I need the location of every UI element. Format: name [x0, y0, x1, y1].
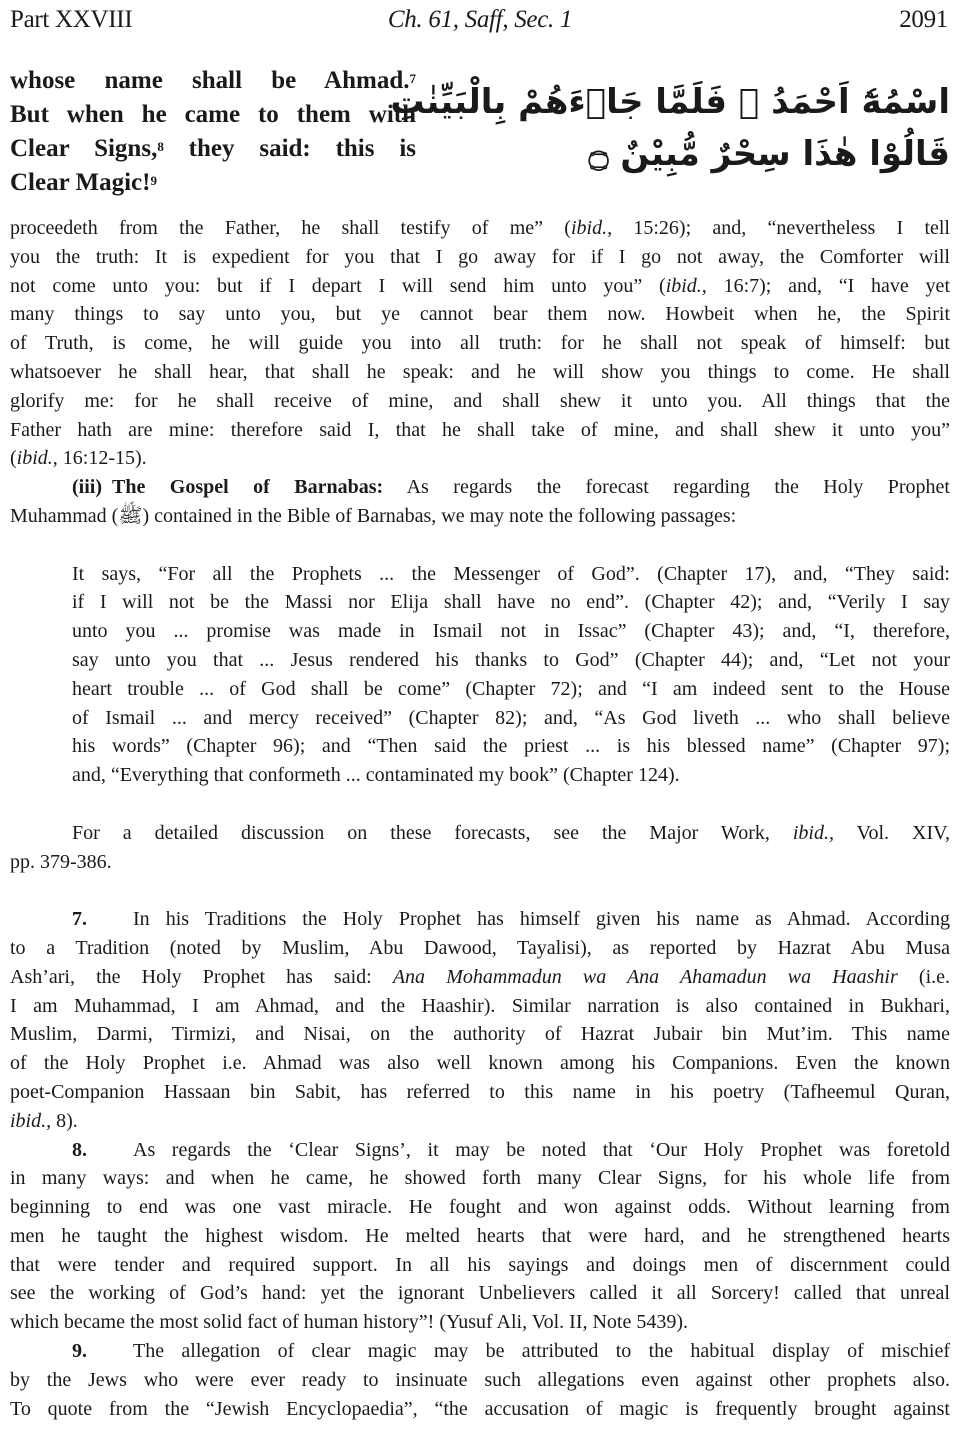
italic-text: ibid., — [792, 821, 834, 844]
text-line — [72, 704, 950, 733]
line-text: I am Muhammad, I am Ahmad, and the Haashir). Similar narration is also contained in Bukhari, — [10, 994, 950, 1017]
text-line — [10, 819, 950, 848]
text-line — [72, 617, 950, 646]
italic-text: ibid., — [665, 274, 707, 297]
line-text: ( — [10, 447, 17, 470]
text-line — [10, 1308, 950, 1337]
line-text: men he taught the highest wisdom. He melted hearts that were hard, and he strengthened hearts — [10, 1224, 950, 1247]
line-text: of the Holy Prophet i.e. Ahmad was also well known among his Companions. Even the known — [10, 1052, 950, 1075]
text-line — [72, 761, 950, 790]
line-text: unto you ... promise was made in Ismail not in Issac” (Chapter 43); and, “I, therefore, — [72, 620, 950, 643]
paragraph — [10, 473, 950, 531]
line-text: 8). — [51, 1109, 78, 1132]
footnote-marker: 7 — [409, 71, 416, 86]
text-line — [72, 588, 950, 617]
line-text: his words” (Chapter 96); and “Then said the priest ... is his blessed name” (Chapter 97); — [72, 735, 950, 758]
text-line — [10, 1049, 950, 1078]
text-line — [10, 1164, 950, 1193]
page-number: 2091 — [899, 6, 948, 33]
line-text: poet-Companion Hassaan bin Sabit, has referred to this name in his poetry (Tafheemul Quran, — [10, 1080, 950, 1103]
text-line — [10, 963, 950, 992]
verse-text: Clear Signs, — [10, 135, 158, 162]
text-line — [10, 1366, 950, 1395]
verse-line — [10, 64, 416, 98]
verse-text: they said: this is — [163, 135, 416, 162]
line-text: Father hath are mine: therefore said I, that he shall take of mine, and shall shew it unto you” — [10, 418, 950, 441]
text-line — [10, 1136, 950, 1165]
line-text: which became the most solid fact of human history”! (Yusuf Ali, Vol. II, Note 5439). — [10, 1311, 689, 1334]
line-text: (i.e. — [897, 965, 951, 988]
text-line — [72, 560, 950, 589]
line-text: heart trouble ... of God shall be come” (Chapter 72); and “I am indeed sent to the House — [72, 677, 950, 700]
line-text: As regards the forecast regarding the Holy Prophet — [383, 476, 950, 499]
line-text: in many ways: and when he came, he showed forth many Clear Signs, for his whole life from — [10, 1167, 950, 1190]
line-text: Muhammad (ﷺ) contained in the Bible of Barnabas, we may note the following passages: — [10, 504, 737, 527]
line-text: pp. 379-386. — [10, 850, 112, 873]
footnote-number: 8. — [72, 1138, 87, 1161]
arabic-line: اسْمُهٗٓ اَحْمَدُ ۭ فَلَمَّا جَاۗءَهُمْ بِالْبَيِّنٰتِ — [390, 82, 950, 122]
italic-text: Ana Mohammadun wa Ana Ahamadun wa Haashir — [392, 965, 898, 988]
footnote — [10, 1337, 950, 1423]
text-line — [10, 1251, 950, 1280]
italic-text: ibid., — [16, 447, 58, 470]
italic-text: ibid., — [570, 217, 613, 239]
text-line — [10, 1222, 950, 1251]
text-line — [10, 1279, 950, 1308]
verse-line — [10, 166, 416, 200]
line-text: 15:26); and, “nevertheless I tell — [612, 217, 950, 239]
line-text: glorify me: for he shall receive of mine, and shall shew it unto you. All things that the — [10, 389, 950, 412]
text-line — [10, 416, 950, 445]
running-header-chapter: Ch. 61, Saff, Sec. 1 — [387, 6, 573, 33]
text-line — [10, 243, 950, 272]
text-line — [10, 300, 950, 329]
line-text: that were tender and required support. In all his sayings and doings men of discernment could — [10, 1253, 950, 1276]
footnote — [10, 1136, 950, 1338]
verse-text: But when he came to them with — [10, 101, 416, 128]
line-text: 16:7); and, “I have yet — [706, 274, 950, 297]
text-line — [10, 214, 950, 243]
verse-arabic — [390, 76, 950, 180]
footnote-number: 7. — [72, 908, 87, 931]
line-text: whatsoever he shall hear, that shall he speak: and he will show you things to come. He shall — [10, 360, 950, 383]
section-label: (iii) — [72, 476, 102, 499]
line-text: many things to say unto you, but ye cannot bear them now. Howbeit when he, the Spirit — [10, 303, 950, 326]
verse-text: whose name shall be Ahmad. — [10, 67, 410, 94]
text-line — [10, 387, 950, 416]
line-text: to a Tradition (noted by Muslim, Abu Dawood, Tayalisi), as reported by Hazrat Abu Musa — [10, 936, 950, 959]
line-text: As regards the ‘Clear Signs’, it may be noted that ‘Our Holy Prophet was foretold — [133, 1138, 950, 1161]
text-line — [10, 1020, 950, 1049]
text-line — [10, 1395, 950, 1424]
footnote-marker: 9 — [150, 173, 157, 188]
text-line — [10, 848, 950, 877]
line-text: In his Traditions the Holy Prophet has himself given his name as Ahmad. According — [133, 908, 950, 931]
text-line — [10, 1107, 950, 1136]
line-text: if I will not be the Massi nor Elija shall have no end”. (Chapter 42); and, “Verily I say — [72, 591, 950, 614]
paragraph — [10, 214, 950, 473]
footnote-number: 9. — [72, 1340, 87, 1363]
line-text: The allegation of clear magic may be attributed to the habitual display of mischief — [133, 1340, 950, 1363]
line-text: beginning to end was one vast miracle. He fought and won against odds. Without learning from — [10, 1196, 950, 1219]
verse-line — [10, 132, 416, 166]
commentary-body — [10, 214, 950, 1423]
arabic-line: قَالُوْا هٰذَا سِحْرٌ مُّبِيْنٌ ۝ — [588, 134, 950, 174]
line-text: Vol. XIV, — [833, 821, 951, 844]
footnote — [10, 905, 950, 1135]
text-line — [10, 329, 950, 358]
line-text: and, “Everything that conformeth ... contaminated my book” (Chapter 124). — [72, 764, 680, 787]
line-text: of Truth, is come, he will guide you into all truth: for he shall not speak of himself: but — [10, 332, 950, 355]
verse-text: Clear Magic! — [10, 169, 151, 196]
line-text: To quote from the “Jewish Encyclopaedia”, “the accusation of magic is frequently brought against — [10, 1397, 950, 1420]
line-text: Ash’ari, the Holy Prophet has said: — [10, 965, 393, 988]
running-header-part: Part XXVIII — [10, 6, 133, 33]
text-line — [10, 358, 950, 387]
verse-line — [10, 98, 416, 132]
footnote-marker: 8 — [157, 139, 164, 154]
line-text: by the Jews who were ever ready to insinuate such allegations even against other prophets also. — [10, 1368, 950, 1391]
line-text: Muslim, Darmi, Tirmizi, and Nisai, on the authority of Hazrat Jubair bin Mut’im. This name — [10, 1023, 950, 1046]
block-quote — [72, 560, 950, 790]
text-line — [72, 646, 950, 675]
text-line — [72, 675, 950, 704]
text-line — [10, 272, 950, 301]
text-line — [10, 1078, 950, 1107]
text-line — [10, 444, 950, 473]
verse-translation — [10, 64, 416, 200]
text-line — [10, 473, 950, 502]
line-text: you the truth: It is expedient for you that I go away for if I go not away, the Comforter will — [10, 245, 950, 268]
text-line — [10, 934, 950, 963]
line-text: say unto you that ... Jesus rendered his thanks to God” (Chapter 44); and, “Let not your — [72, 648, 950, 671]
italic-text: ibid., — [10, 1109, 52, 1132]
line-text: 16:12-15). — [57, 447, 147, 470]
text-line — [10, 992, 950, 1021]
bold-text: The Gospel of Barnabas: — [112, 476, 384, 499]
line-text: of Ismail ... and mercy received” (Chapter 82); and, “As God liveth ... who shall believe — [72, 706, 950, 729]
text-line — [10, 1337, 950, 1366]
text-line — [10, 905, 950, 934]
text-line — [10, 1193, 950, 1222]
line-text: It says, “For all the Prophets ... the Messenger of God”. (Chapter 17), and, “They said: — [72, 562, 950, 585]
paragraph — [10, 819, 950, 877]
line-text: see the working of God’s hand: yet the ignorant Unbelievers called it all Sorcery! called that unreal — [10, 1282, 950, 1305]
line-text: For a detailed discussion on these forecasts, see the Major Work, — [72, 821, 793, 844]
text-line — [72, 732, 950, 761]
text-line — [10, 502, 950, 531]
line-text: proceedeth from the Father, he shall testify of me” ( — [10, 217, 571, 239]
line-text: not come unto you: but if I depart I will send him unto you” ( — [10, 274, 666, 297]
